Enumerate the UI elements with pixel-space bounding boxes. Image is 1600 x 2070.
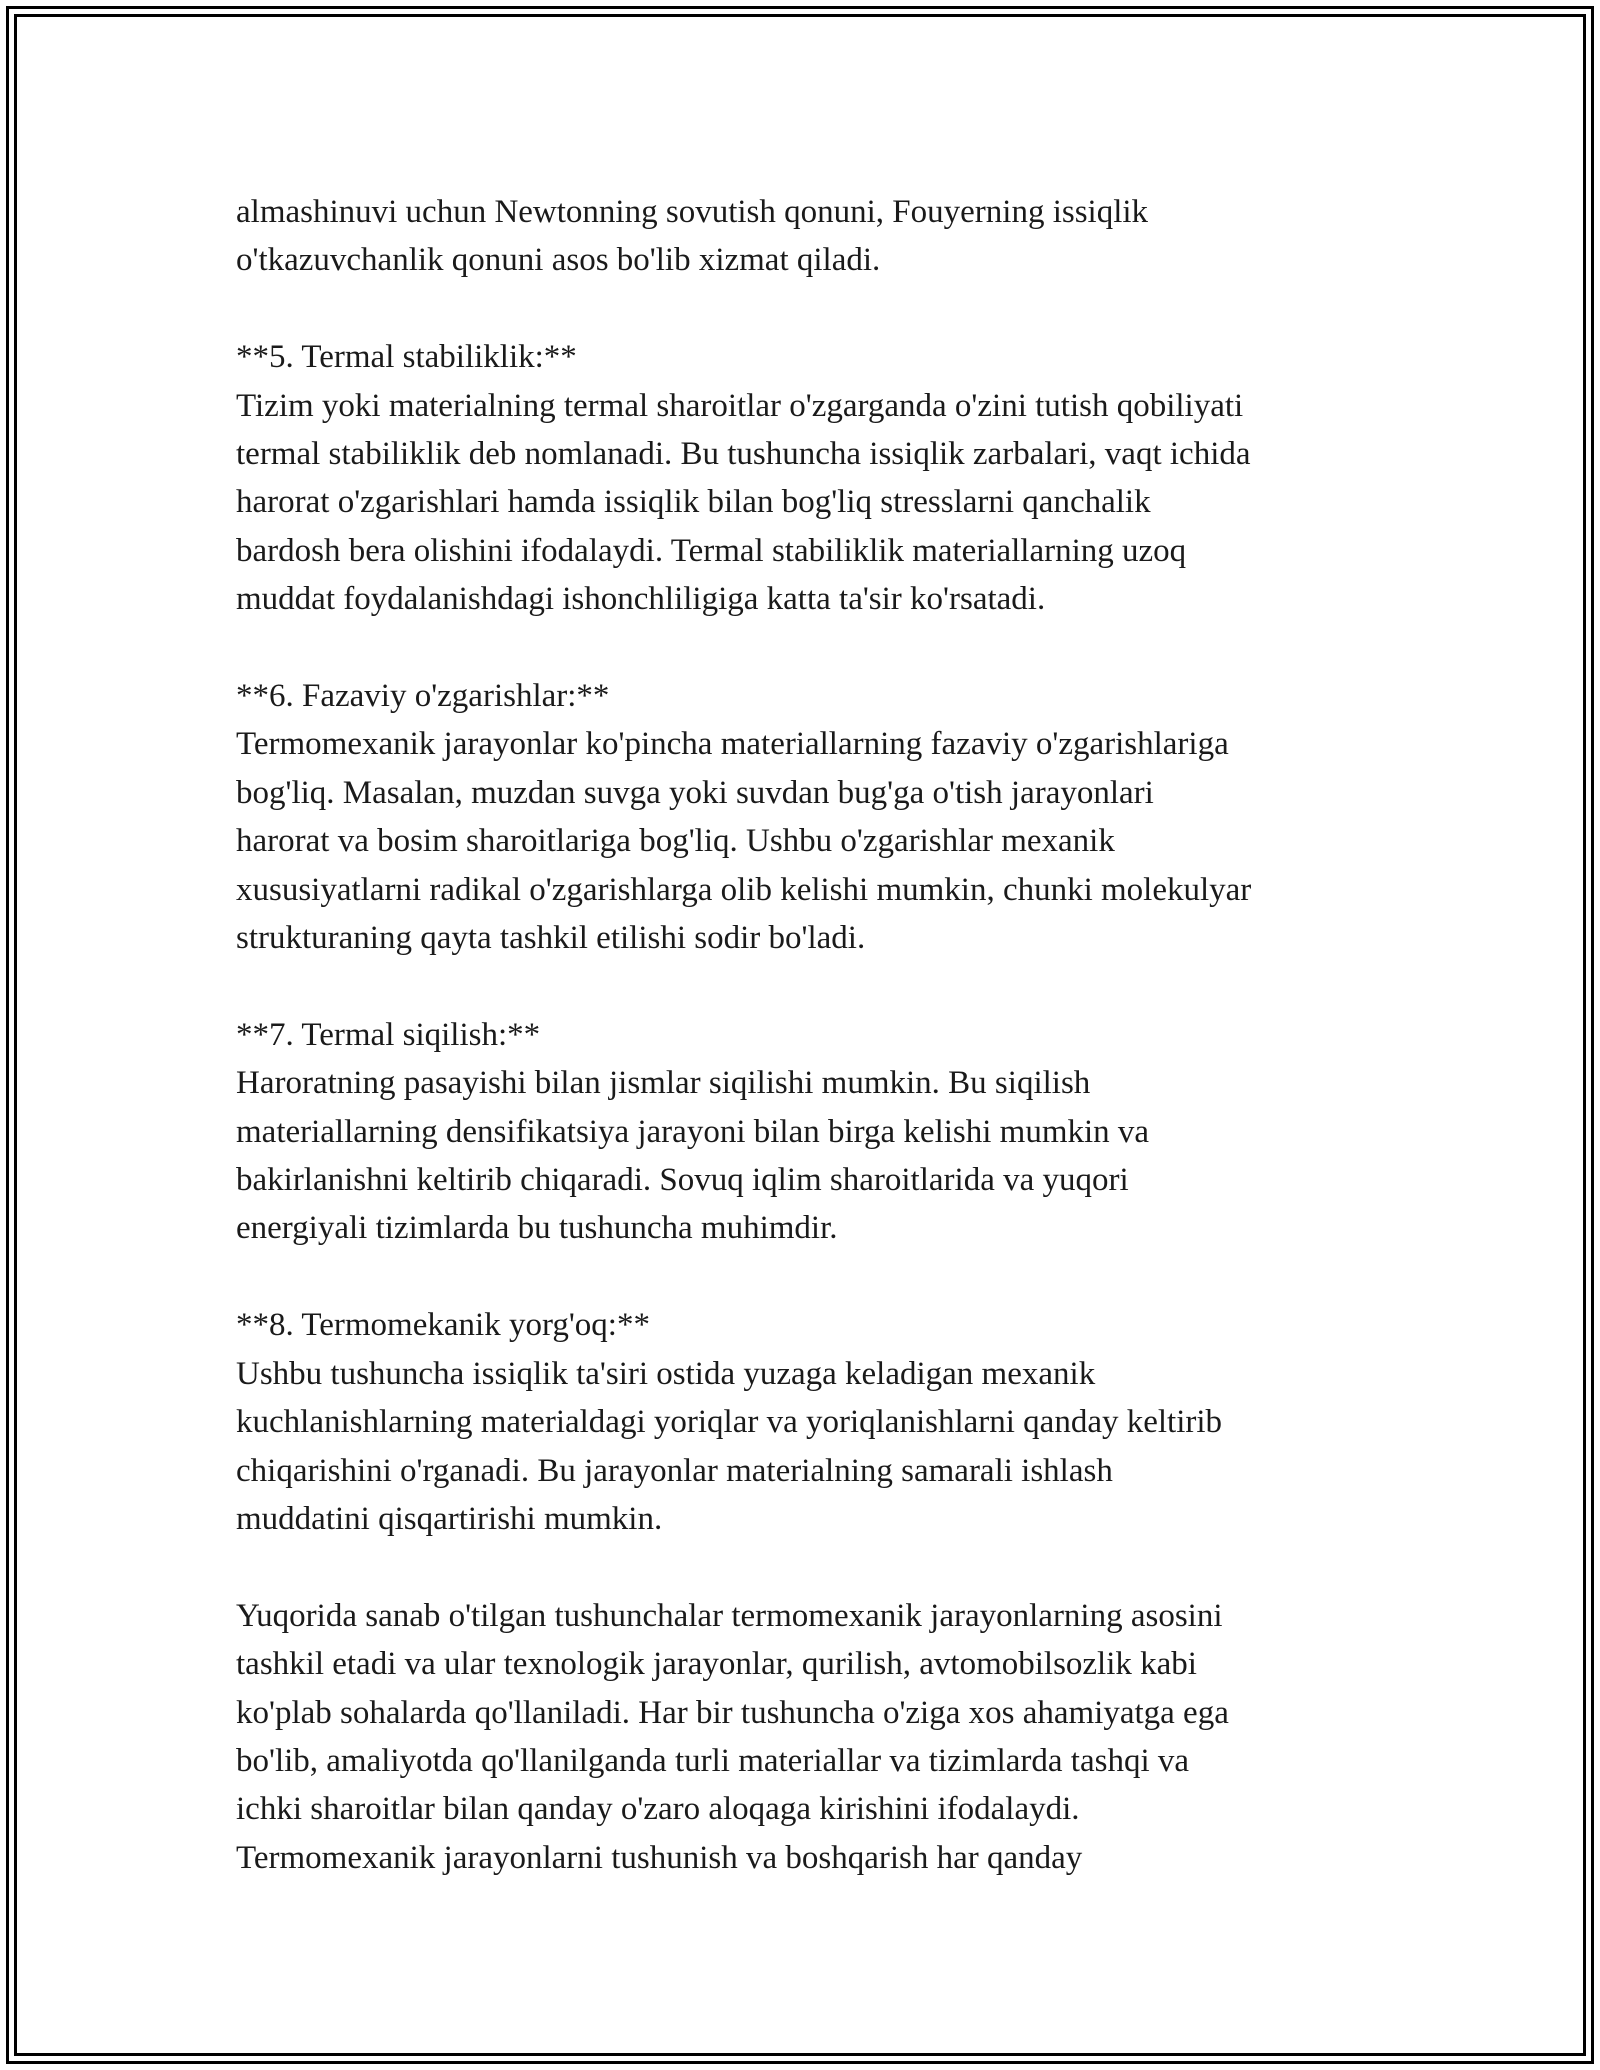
section-termomekanik-yorgoq	[236, 1301, 1416, 1543]
text-line: o'tkazuvchanlik qonuni asos bo'lib xizmat qiladi.	[236, 242, 881, 279]
text-line: ichki sharoitlar bilan qanday o'zaro aloqaga kirishini ifodalaydi.	[236, 1791, 1080, 1828]
paragraph-conclusion	[236, 1592, 1416, 1882]
text-line: almashinuvi uchun Newtonning sovutish qonuni, Fouyerning issiqlik	[236, 194, 1149, 230]
text-line: bo'lib, amaliyotda qo'llanilganda turli materiallar va tizimlarda tashqi va	[236, 1742, 1190, 1779]
text-line: materiallarning densifikatsiya jarayoni bilan birga kelishi mumkin va	[236, 1113, 1150, 1150]
text-line: Termomexanik jarayonlarni tushunish va boshqarish har qanday	[236, 1839, 1083, 1876]
section-heading: **8. Termomekanik yorg'oq:**	[236, 1307, 650, 1344]
section-heading: **5. Termal stabiliklik:**	[236, 339, 577, 376]
text-line: kuchlanishlarning materialdagi yoriqlar va yoriqlanishlarni qanday keltirib	[236, 1404, 1223, 1441]
paragraph-intro	[236, 188, 1416, 285]
section-heading: **6. Fazaviy o'zgarishlar:**	[236, 678, 610, 715]
text-line: chiqarishini o'rganadi. Bu jarayonlar materialning samarali ishlash	[236, 1452, 1113, 1489]
text-line: Yuqorida sanab o'tilgan tushunchalar termomexanik jarayonlarning asosini	[236, 1597, 1223, 1634]
text-line: harorat va bosim sharoitlariga bog'liq. Ushbu o'zgarishlar mexanik	[236, 823, 1115, 860]
text-line: termal stabiliklik deb nomlanadi. Bu tushuncha issiqlik zarbalari, vaqt ichida	[236, 436, 1251, 473]
section-fazaviy-ozgarishlar	[236, 672, 1416, 962]
section-termal-siqilish	[236, 1011, 1416, 1253]
text-line: bardosh bera olishini ifodalaydi. Termal stabiliklik materiallarning uzoq	[236, 532, 1187, 569]
text-line: ko'plab sohalarda qo'llaniladi. Har bir tushuncha o'ziga xos ahamiyatga ega	[236, 1694, 1229, 1731]
text-line: muddatini qisqartirishi mumkin.	[236, 1500, 663, 1537]
text-line: Ushbu tushuncha issiqlik ta'siri ostida yuzaga keladigan mexanik	[236, 1355, 1096, 1392]
text-line: xususiyatlarni radikal o'zgarishlarga olib kelishi mumkin, chunki molekulyar	[236, 871, 1252, 908]
text-line: tashkil etadi va ular texnologik jarayonlar, qurilish, avtomobilsozlik kabi	[236, 1646, 1197, 1683]
text-line: Tizim yoki materialning termal sharoitlar o'zgarganda o'zini tutish qobiliyati	[236, 387, 1244, 424]
text-line: Termomexanik jarayonlar ko'pincha materiallarning fazaviy o'zgarishlariga	[236, 726, 1229, 763]
text-line: bakirlanishni keltirib chiqaradi. Sovuq iqlim sharoitlarida va yuqori	[236, 1162, 1129, 1199]
section-heading: **7. Termal siqilish:**	[236, 1016, 541, 1053]
page-body	[236, 188, 1416, 1931]
text-line: harorat o'zgarishlari hamda issiqlik bilan bog'liq stresslarni qanchalik	[236, 484, 1151, 521]
text-line: strukturaning qayta tashkil etilishi sodir bo'ladi.	[236, 920, 866, 957]
text-line: bog'liq. Masalan, muzdan suvga yoki suvdan bug'ga o'tish jarayonlari	[236, 774, 1154, 811]
text-line: muddat foydalanishdagi ishonchliligiga katta ta'sir ko'rsatadi.	[236, 581, 1046, 618]
text-line: energiyali tizimlarda bu tushuncha muhimdir.	[236, 1210, 838, 1247]
section-termal-stabiliklik	[236, 333, 1416, 623]
text-line: Haroratning pasayishi bilan jismlar siqilishi mumkin. Bu siqilish	[236, 1065, 1091, 1102]
